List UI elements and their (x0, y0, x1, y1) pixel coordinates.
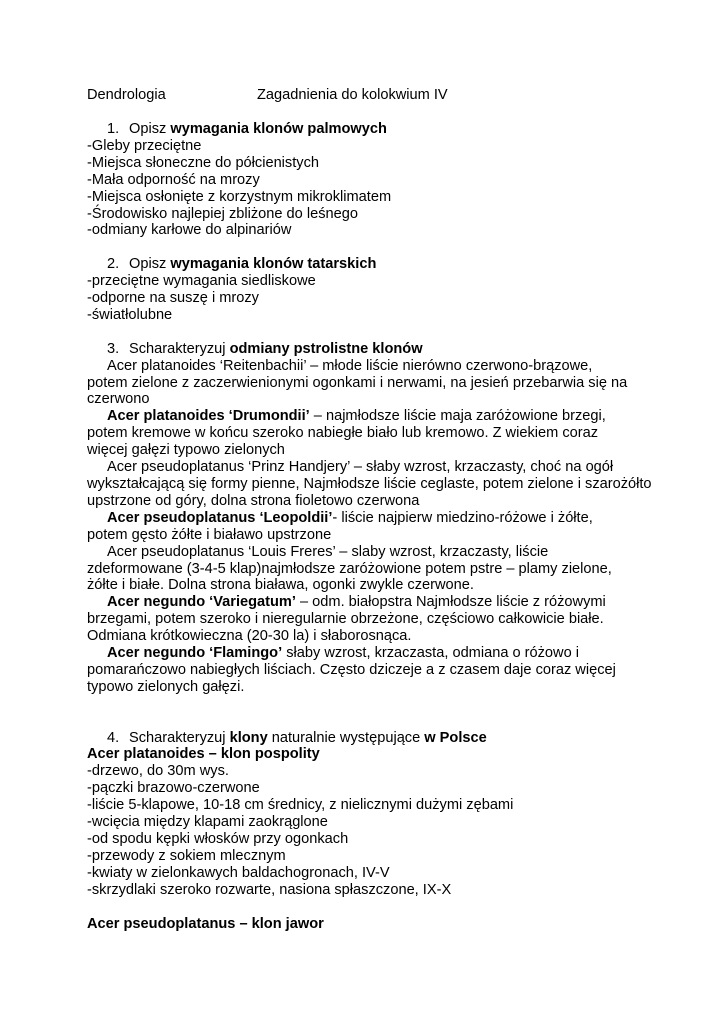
list-item: -pączki brazowo-czerwone (87, 780, 260, 797)
question-topic: klony (229, 729, 268, 746)
cultivar-name: Acer pseudoplatanus ‘Leopoldii’ (107, 509, 333, 526)
list-item: -od spodu kępki włosków przy ogonkach (87, 831, 349, 848)
question-2-heading (107, 256, 647, 273)
subject-label: Dendrologia (87, 87, 166, 103)
paragraph-line: potem zielone z zaczerwienionymi ogonkami i nerwami, na jesień przebarwia się na (87, 374, 628, 391)
paragraph-line: brzegami, potem szeroko i nieregularnie obrzeżone, częściowo całkowicie białe. (87, 611, 604, 628)
list-item: -odporne na suszę i mrozy (87, 290, 259, 307)
question-text: Scharakteryzuj (129, 340, 230, 357)
document-header (87, 87, 647, 104)
question-number: 3. (107, 340, 120, 357)
cultivar-paragraph (87, 594, 647, 645)
cultivar-description: - liście najpierw miedzino-różowe i żółte, (332, 509, 593, 526)
paragraph-line: Odmiana krótkowieczna (20-30 la) i słaborosnąca. (87, 628, 412, 645)
question-text: Opisz (129, 256, 171, 273)
species-name: Acer pseudoplatanus – klon jawor (87, 915, 324, 932)
document-page (87, 87, 652, 932)
list-item: -Środowisko najlepiej zbliżone do leśnego (87, 205, 358, 222)
cultivar-paragraph (87, 459, 652, 510)
question-text: Opisz (129, 121, 171, 137)
paragraph-line: typowo zielonych gałęzi. (87, 678, 245, 695)
list-item: -Gleby przeciętne (87, 137, 202, 154)
list-item: -Miejsca słoneczne do półcienistych (87, 154, 319, 171)
list-item: -liście 5-klapowe, 10-18 cm średnicy, z nielicznymi dużymi zębami (87, 797, 514, 814)
paragraph-line (87, 645, 647, 662)
paragraph-line: zdeformowane (3-4-5 klap)najmłodsze zaróżowione potem pstre – plamy zielone, (87, 560, 612, 577)
question-topic: wymagania klonów palmowych (170, 121, 387, 137)
document-title: Zagadnienia do kolokwium IV (257, 87, 448, 103)
cultivar-name: Acer negundo ‘Flamingo’ (107, 645, 283, 662)
cultivar-paragraph (87, 510, 647, 544)
question-number: 1. (107, 121, 120, 137)
list-item: -Miejsca osłonięte z korzystnym mikroklimatem (87, 188, 392, 205)
cultivar-paragraph (87, 645, 647, 696)
paragraph-line (87, 594, 647, 611)
list-item: -drzewo, do 30m wys. (87, 763, 229, 780)
list-item: -wcięcia między klapami zaokrąglone (87, 814, 328, 831)
cultivar-description: słaby wzrost, krzaczasta, odmiana o różowo i (282, 645, 579, 662)
cultivar-paragraph (87, 544, 647, 595)
list-item: -kwiaty w zielonkawych baldachogronach, IV-V (87, 864, 390, 881)
paragraph-line: potem gęsto żółte i białawo upstrzone (87, 526, 332, 543)
paragraph-line: żółte i białe. Dolna strona biaława, ogonki zwykle czerwone. (87, 577, 474, 594)
spacer (87, 696, 647, 730)
paragraph-line: potem kremowe w końcu szeroko nabiegłe biało lub kremowo. Z wiekiem coraz (87, 425, 599, 442)
cultivar-name: Acer platanoides ‘Drumondii’ (107, 408, 310, 425)
question-topic: w Polsce (424, 729, 487, 746)
paragraph-line: upstrzone od góry, dolna strona fioletowo czerwona (87, 492, 420, 509)
species-title (87, 916, 647, 933)
spacer (87, 239, 647, 256)
cultivar-paragraph (87, 358, 647, 409)
paragraph-line (87, 510, 647, 527)
paragraph-line: czerwono (87, 391, 150, 408)
question-text: Scharakteryzuj (129, 729, 230, 746)
list-item: -przeciętne wymagania siedliskowe (87, 273, 316, 290)
cultivar-description: – odm. białopstra Najmłodsze liście z różowymi (295, 594, 606, 611)
spacer (87, 324, 647, 341)
question-1-heading (107, 121, 647, 138)
question-topic: odmiany pstrolistne klonów (229, 340, 423, 357)
paragraph-line: więcej gałęzi typowo zielonych (87, 442, 285, 459)
list-item: -odmiany karłowe do alpinariów (87, 222, 292, 239)
paragraph-line (87, 408, 647, 425)
species-name: Acer platanoides – klon pospolity (87, 746, 320, 763)
list-item: -światłolubne (87, 306, 173, 323)
question-number: 4. (107, 729, 120, 746)
paragraph-line: Acer platanoides ‘Reitenbachii’ – młode liście nierówno czerwono-brązowe, (107, 357, 593, 374)
paragraph-line: wykształcającą się formy pienne, Najmłodsze liście ceglaste, potem zielone i szarożółto (87, 476, 652, 492)
question-3-heading (107, 341, 647, 358)
list-item: -skrzydlaki szeroko rozwarte, nasiona spłaszczone, IX-X (87, 881, 452, 898)
species-title (87, 746, 647, 763)
paragraph-line: pomarańczowo nabiegłych liściach. Często dziczeje a z czasem daje coraz więcej (87, 661, 616, 678)
cultivar-paragraph (87, 408, 647, 459)
paragraph-line: Acer pseudoplatanus ‘Prinz Handjery’ – słaby wzrost, krzaczasty, choć na ogół (107, 459, 614, 476)
question-4-heading (107, 730, 647, 747)
question-number: 2. (107, 256, 120, 273)
paragraph-line: Acer pseudoplatanus ‘Louis Freres’ – slaby wzrost, krzaczasty, liście (107, 543, 549, 560)
question-topic: wymagania klonów tatarskich (170, 256, 377, 273)
list-item: -Mała odporność na mrozy (87, 171, 260, 188)
spacer (87, 899, 647, 916)
question-text: naturalnie występujące (267, 729, 425, 746)
cultivar-name: Acer negundo ‘Variegatum’ (107, 594, 296, 611)
list-item: -przewody z sokiem mlecznym (87, 847, 286, 864)
cultivar-description: – najmłodsze liście maja zaróżowione brzegi, (309, 408, 606, 425)
